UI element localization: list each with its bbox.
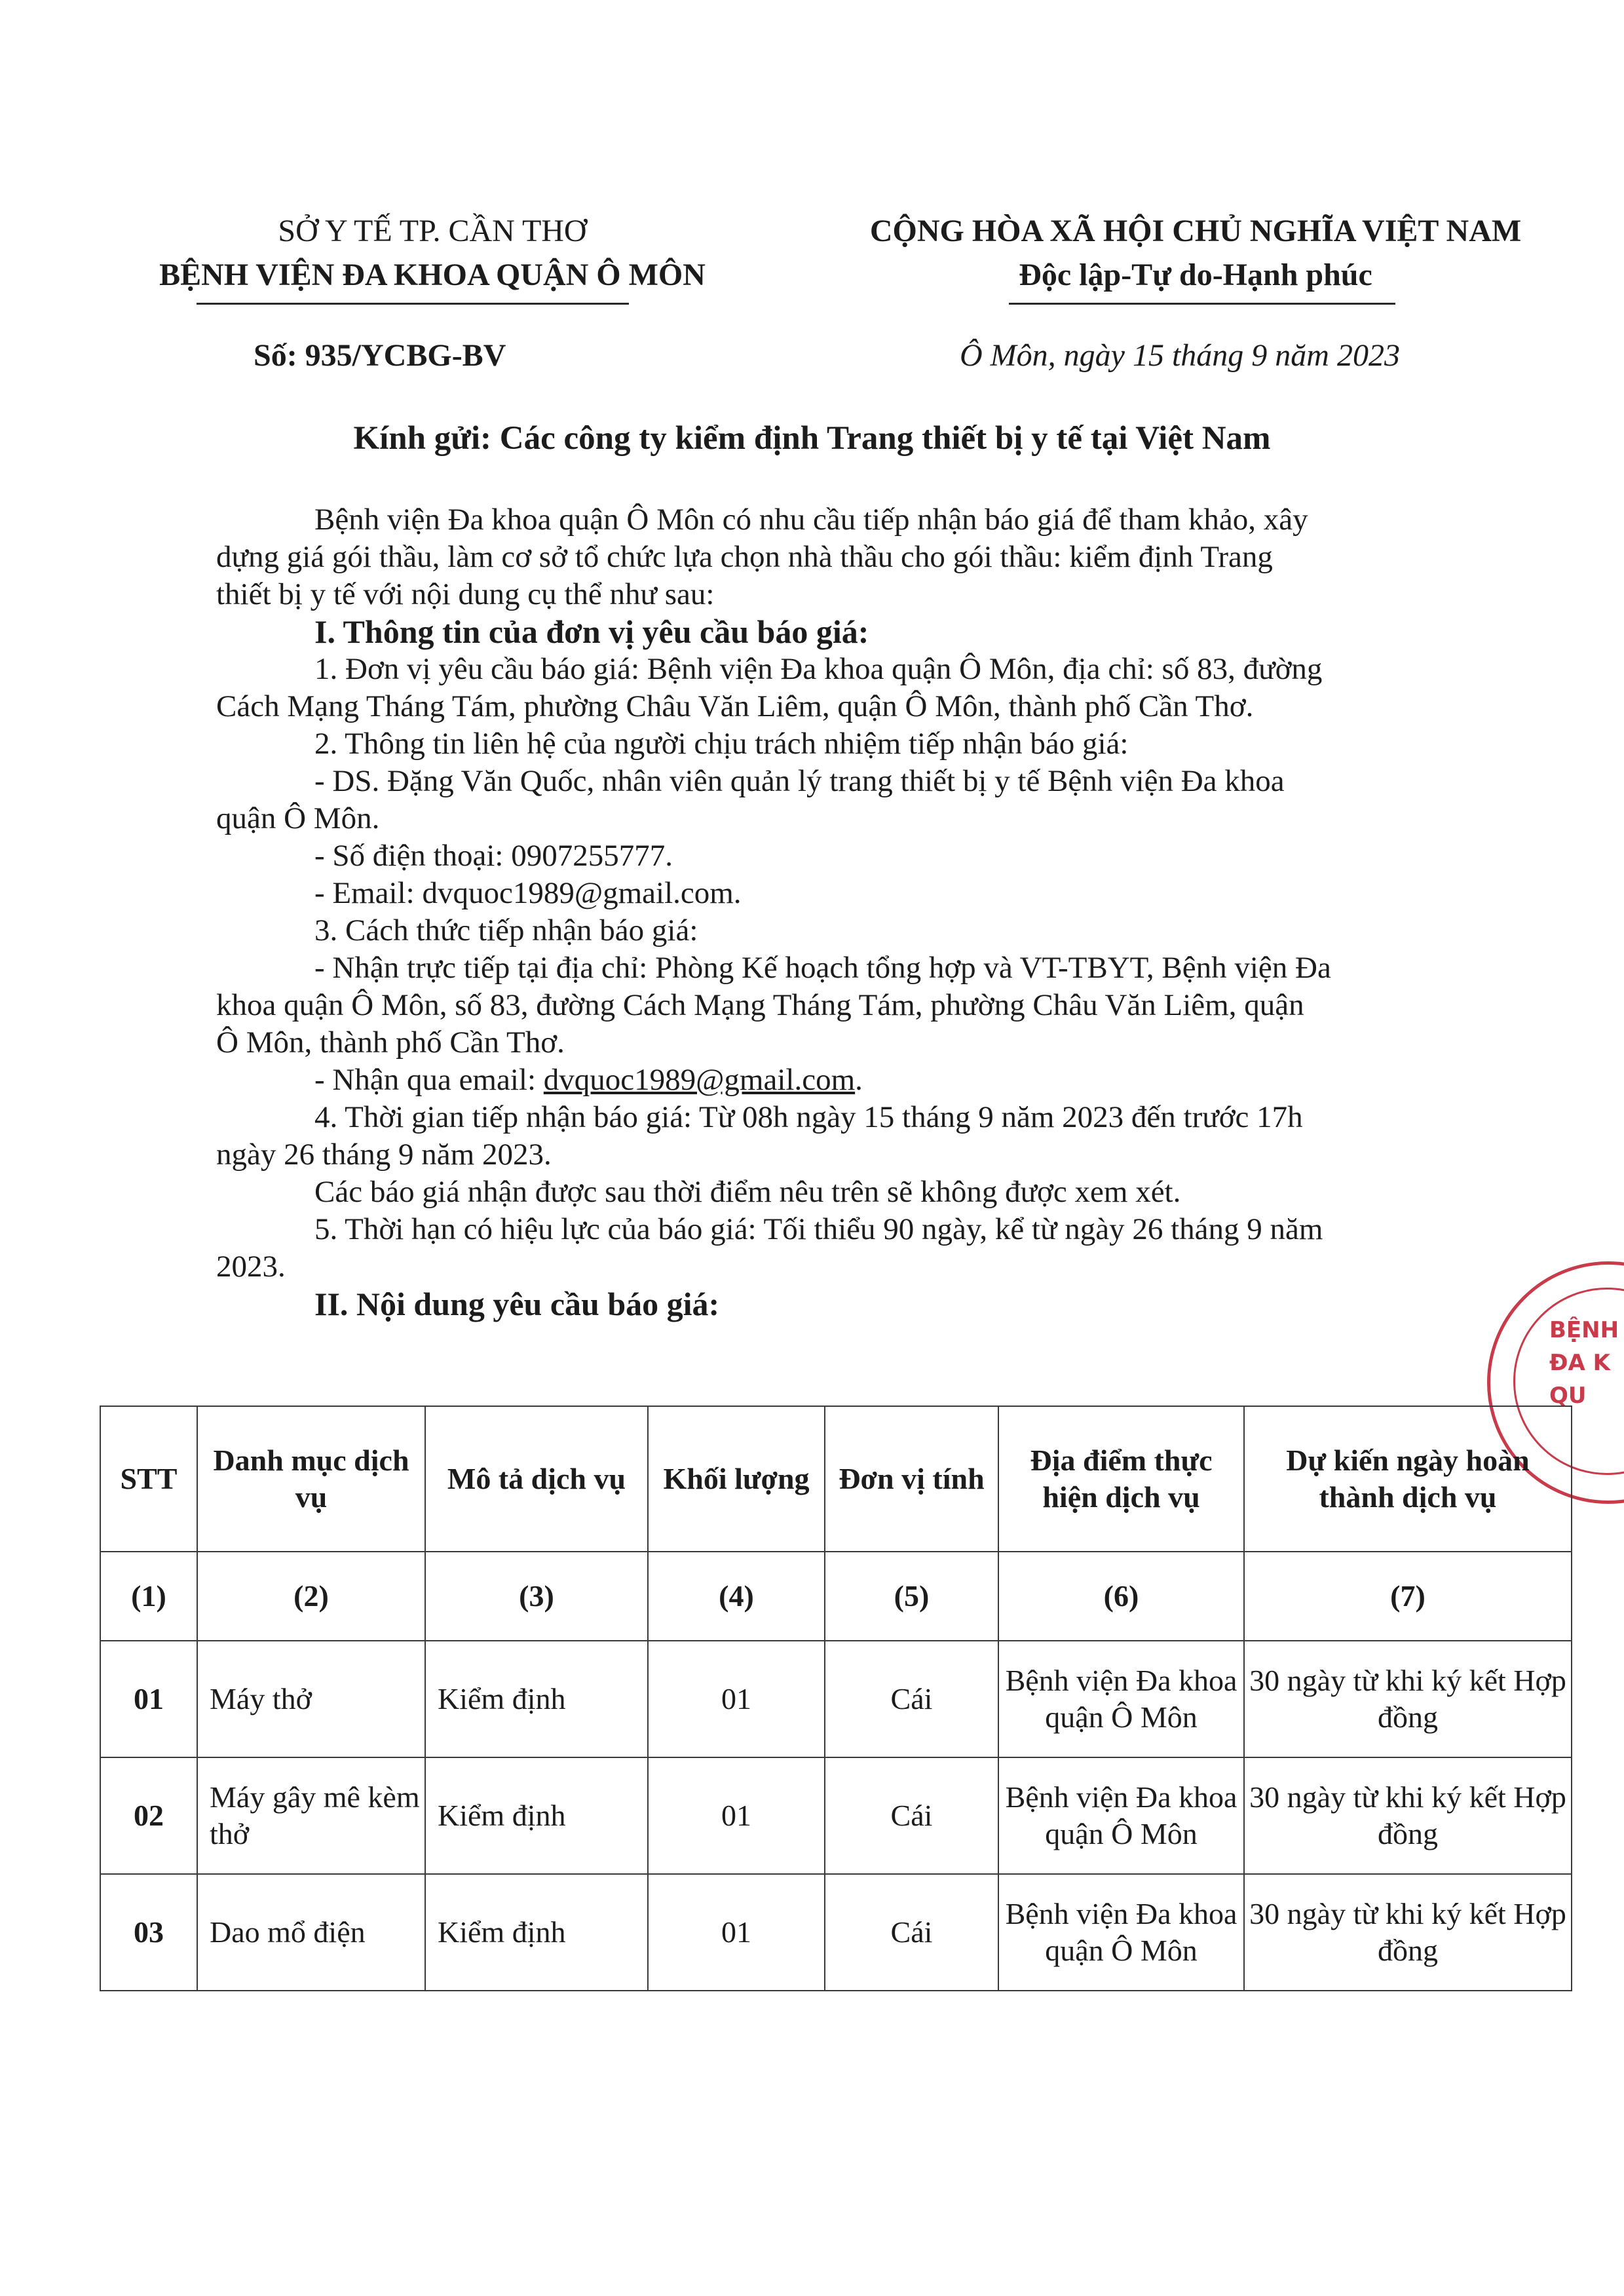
contact-line-1: - DS. Đặng Văn Quốc, nhân viên quản lý trang thiết bị y tế Bệnh viện Đa khoa: [314, 764, 1285, 798]
header-description: Mô tả dịch vụ: [425, 1406, 648, 1552]
section-2-title: II. Nội dung yêu cầu báo giá:: [314, 1286, 720, 1322]
via-email-label: - Nhận qua email:: [314, 1063, 544, 1097]
left-header-rule: [197, 303, 629, 305]
table-header-row: [100, 1406, 1572, 1552]
row-description: Kiểm định: [425, 1874, 648, 1991]
column-number-row: [100, 1552, 1572, 1641]
item-5-line-1: 5. Thời hạn có hiệu lực của báo giá: Tối thiểu 90 ngày, kể từ ngày 26 tháng 9 năm: [314, 1212, 1323, 1246]
document-date: Ô Môn, ngày 15 tháng 9 năm 2023: [960, 338, 1400, 373]
direct-line-3: Ô Môn, thành phố Cần Thơ.: [216, 1025, 565, 1060]
row-service: Dao mổ điện: [197, 1874, 425, 1991]
row-unit: Cái: [825, 1641, 998, 1757]
direct-line-1: - Nhận trực tiếp tại địa chỉ: Phòng Kế hoạch tổng hợp và VT-TBYT, Bệnh viện Đa: [314, 951, 1331, 985]
table-row: [100, 1641, 1572, 1757]
stamp-line-3: QU: [1549, 1383, 1587, 1409]
header-service: Danh mục dịch vụ: [197, 1406, 425, 1552]
header-completion: Dự kiến ngày hoàn thành dịch vụ: [1244, 1406, 1572, 1552]
national-title: CỘNG HÒA XÃ HỘI CHỦ NGHĨA VIỆT NAM: [869, 214, 1522, 248]
row-completion: 30 ngày từ khi ký kết Hợp đồng: [1244, 1757, 1572, 1874]
row-quantity: 01: [648, 1874, 825, 1991]
section-1-title: I. Thông tin của đơn vị yêu cầu báo giá:: [314, 613, 869, 650]
document-body: [216, 501, 1461, 1323]
stamp-text: [1549, 1314, 1619, 1412]
column-number: (5): [825, 1552, 998, 1641]
phone-line: - Số điện thoại: 0907255777.: [314, 839, 673, 873]
intro-line-3: thiết bị y tế với nội dung cụ thể như sau:: [216, 577, 715, 611]
header-quantity: Khối lượng: [648, 1406, 825, 1552]
row-service: Máy thở: [197, 1641, 425, 1757]
row-unit: Cái: [825, 1874, 998, 1991]
column-number: (1): [100, 1552, 197, 1641]
header-unit: Đơn vị tính: [825, 1406, 998, 1552]
intro-line-2: dựng giá gói thầu, làm cơ sở tổ chức lựa chọn nhà thầu cho gói thầu: kiểm định Trang: [216, 540, 1273, 574]
row-stt: 03: [100, 1874, 197, 1991]
via-email-suffix: .: [855, 1063, 863, 1097]
intro-line-1: Bệnh viện Đa khoa quận Ô Môn có nhu cầu tiếp nhận báo giá để tham khảo, xây: [314, 503, 1308, 537]
document-number: Số: 935/YCBG-BV: [254, 338, 506, 373]
email-link[interactable]: dvquoc1989@gmail.com: [543, 1063, 856, 1097]
quotation-table: [100, 1406, 1572, 1991]
via-email-line: [216, 1062, 1461, 1099]
column-number: (6): [998, 1552, 1244, 1641]
recipient-line: Kính gửi: Các công ty kiểm định Trang thiết bị y tế tại Việt Nam: [353, 420, 1271, 457]
column-number: (4): [648, 1552, 825, 1641]
item-1-line-1: 1. Đơn vị yêu cầu báo giá: Bệnh viện Đa khoa quận Ô Môn, địa chỉ: số 83, đường: [314, 652, 1323, 686]
row-location: Bệnh viện Đa khoa quận Ô Môn: [998, 1757, 1244, 1874]
row-completion: 30 ngày từ khi ký kết Hợp đồng: [1244, 1641, 1572, 1757]
table-row: [100, 1874, 1572, 1991]
row-quantity: 01: [648, 1757, 825, 1874]
row-completion: 30 ngày từ khi ký kết Hợp đồng: [1244, 1874, 1572, 1991]
column-number: (3): [425, 1552, 648, 1641]
item-4-line-2: ngày 26 tháng 9 năm 2023.: [216, 1138, 552, 1172]
item-4-line-1: 4. Thời gian tiếp nhận báo giá: Từ 08h ngày 15 tháng 9 năm 2023 đến trước 17h: [314, 1100, 1303, 1134]
row-unit: Cái: [825, 1757, 998, 1874]
row-location: Bệnh viện Đa khoa quận Ô Môn: [998, 1641, 1244, 1757]
item-3: 3. Cách thức tiếp nhận báo giá:: [314, 913, 698, 947]
national-motto: Độc lập-Tự do-Hạnh phúc: [1019, 258, 1372, 292]
row-quantity: 01: [648, 1641, 825, 1757]
row-location: Bệnh viện Đa khoa quận Ô Môn: [998, 1874, 1244, 1991]
stamp-line-2: ĐA K: [1549, 1350, 1610, 1376]
column-number: (7): [1244, 1552, 1572, 1641]
email-line: - Email: dvquoc1989@gmail.com.: [314, 876, 742, 910]
right-header-rule: [1009, 303, 1395, 305]
column-number: (2): [197, 1552, 425, 1641]
hospital-name: BỆNH VIỆN ĐA KHOA QUẬN Ô MÔN: [159, 258, 706, 292]
contact-line-2: quận Ô Môn.: [216, 801, 380, 835]
item-1-line-2: Cách Mạng Tháng Tám, phường Châu Văn Liêm, quận Ô Môn, thành phố Cần Thơ.: [216, 689, 1254, 723]
direct-line-2: khoa quận Ô Môn, số 83, đường Cách Mạng Tháng Tám, phường Châu Văn Liêm, quận: [216, 988, 1304, 1022]
row-stt: 02: [100, 1757, 197, 1874]
stamp-line-1: BỆNH: [1549, 1317, 1619, 1343]
late-note: Các báo giá nhận được sau thời điểm nêu trên sẽ không được xem xét.: [314, 1175, 1181, 1209]
row-stt: 01: [100, 1641, 197, 1757]
item-5-line-2: 2023.: [216, 1250, 286, 1284]
header-stt: STT: [100, 1406, 197, 1552]
header-location: Địa điểm thực hiện dịch vụ: [998, 1406, 1244, 1552]
agency-name: SỞ Y TẾ TP. CẦN THƠ: [278, 214, 587, 248]
item-2: 2. Thông tin liên hệ của người chịu trách nhiệm tiếp nhận báo giá:: [314, 727, 1129, 761]
table-row: [100, 1757, 1572, 1874]
row-description: Kiểm định: [425, 1757, 648, 1874]
row-description: Kiểm định: [425, 1641, 648, 1757]
row-service: Máy gây mê kèm thở: [197, 1757, 425, 1874]
